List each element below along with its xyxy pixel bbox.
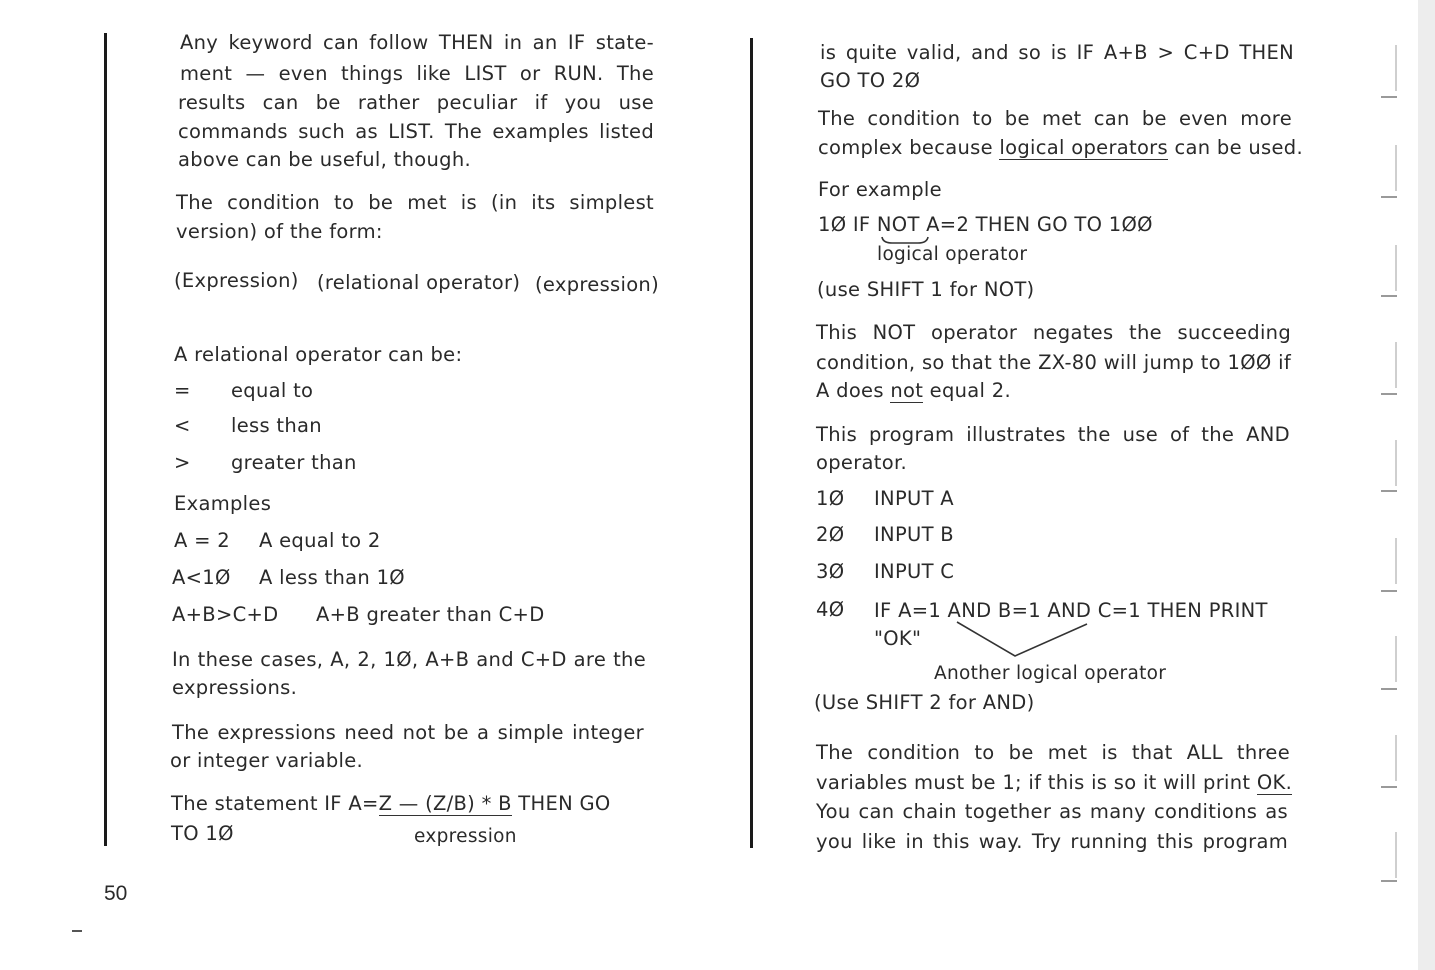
edge-index-tick bbox=[1381, 490, 1397, 492]
paragraph-line: is quite valid, and so is IF A+B > C+D THEN bbox=[820, 41, 1294, 64]
edge-index-mark bbox=[1395, 440, 1397, 486]
text-segment: complex because bbox=[818, 136, 1000, 159]
edge-index-tick bbox=[1381, 393, 1397, 395]
edge-index-mark bbox=[1395, 342, 1397, 388]
form-relational-operator: (relational operator) bbox=[317, 271, 521, 294]
edge-index-tick bbox=[1381, 688, 1397, 690]
right-margin-rule bbox=[750, 38, 753, 848]
example-description: A equal to 2 bbox=[259, 529, 381, 552]
example-expression: A = 2 bbox=[174, 529, 230, 552]
paragraph-line: version) of the form: bbox=[176, 220, 383, 243]
paragraph-line: The expressions need not be a simple integer bbox=[172, 721, 644, 744]
program-line-code: IF A=1 AND B=1 AND C=1 THEN PRINT bbox=[874, 599, 1268, 622]
paragraph-line: condition, so that the ZX-80 will jump to 1ØØ if bbox=[816, 351, 1291, 374]
underlined-term: logical operators bbox=[999, 136, 1168, 159]
paragraph-line bbox=[818, 133, 1303, 162]
text-segment: A does bbox=[816, 379, 891, 402]
operator-description: equal to bbox=[231, 379, 314, 402]
paragraph-line: You can chain together as many conditions as bbox=[816, 800, 1288, 823]
operator-symbol: = bbox=[174, 379, 191, 402]
edge-index-tick bbox=[1381, 295, 1397, 297]
underlined-ok: OK. bbox=[1256, 771, 1293, 794]
edge-index-mark bbox=[1395, 245, 1397, 291]
paragraph-line: The condition to be met can be even more bbox=[818, 107, 1292, 130]
paragraph-line: The condition to be met is (in its simplest bbox=[176, 191, 654, 214]
page-number: 50 bbox=[104, 882, 128, 905]
paragraph-line: This NOT operator negates the succeeding bbox=[816, 321, 1291, 344]
left-margin-rule bbox=[104, 33, 107, 846]
edge-index-mark bbox=[1395, 735, 1397, 781]
example-description: A+B greater than C+D bbox=[316, 603, 545, 626]
operator-description: less than bbox=[231, 414, 322, 437]
edge-index-mark bbox=[1395, 832, 1397, 878]
program-line-code: INPUT A bbox=[874, 487, 954, 510]
program-continuation: "OK" bbox=[874, 627, 922, 650]
operator-description: greater than bbox=[231, 451, 357, 474]
paragraph-line: The condition to be met is that ALL three bbox=[816, 741, 1290, 764]
edge-index-mark bbox=[1395, 636, 1397, 682]
edge-index-tick bbox=[1381, 96, 1397, 98]
logical-operator-label: logical operator bbox=[877, 244, 1028, 265]
page-edge-shade bbox=[1418, 0, 1435, 970]
examples-title: Examples bbox=[174, 492, 272, 515]
relational-intro: A relational operator can be: bbox=[174, 343, 463, 366]
and-pointer-lines bbox=[955, 618, 1095, 660]
for-example-label: For example bbox=[818, 178, 942, 201]
paragraph-line bbox=[816, 376, 1011, 405]
another-logical-operator-label: Another logical operator bbox=[934, 663, 1167, 684]
paragraph-line: operator. bbox=[816, 451, 907, 474]
corner-mark bbox=[72, 930, 82, 932]
paragraph-line: commands such as LIST. The examples listed bbox=[178, 120, 654, 143]
code-segment: 1Ø IF bbox=[818, 213, 877, 236]
text-segment: variables must be 1; if this is so it will print bbox=[816, 771, 1257, 794]
program-line-number: 1Ø bbox=[816, 487, 845, 510]
operator-symbol: < bbox=[174, 414, 191, 437]
form-expression-a: (Expression) bbox=[174, 269, 299, 292]
paragraph-line: results can be rather peculiar if you use bbox=[178, 91, 654, 114]
paragraph-line: In these cases, A, 2, 1Ø, A+B and C+D are the bbox=[172, 648, 646, 671]
text-segment: can be used. bbox=[1167, 136, 1303, 159]
statement-prefix: The statement IF A= bbox=[171, 792, 379, 815]
paragraph-line: ment — even things like LIST or RUN. The bbox=[180, 62, 654, 85]
not-keyword: NOT bbox=[876, 213, 920, 236]
program-line-number: 3Ø bbox=[816, 560, 845, 583]
edge-index-tick bbox=[1381, 590, 1397, 592]
paragraph-line: GO TO 2Ø bbox=[820, 69, 921, 92]
underlined-word: not bbox=[890, 379, 924, 402]
form-expression-c: (expression) bbox=[535, 273, 659, 296]
text-segment: equal 2. bbox=[923, 379, 1011, 402]
example-code-line bbox=[818, 210, 1153, 239]
paragraph-line: expressions. bbox=[172, 676, 298, 699]
edge-index-mark bbox=[1395, 538, 1397, 584]
not-shift-note: (use SHIFT 1 for NOT) bbox=[817, 278, 1035, 301]
statement-expression: Z — (Z/B) * B bbox=[378, 792, 512, 815]
program-line-code: INPUT B bbox=[874, 523, 954, 546]
paragraph-line: Any keyword can follow THEN in an IF state- bbox=[180, 31, 654, 54]
edge-index-tick bbox=[1381, 196, 1397, 198]
program-line-code: INPUT C bbox=[874, 560, 955, 583]
paragraph-line: or integer variable. bbox=[170, 749, 364, 772]
paragraph-line: you like in this way. Try running this program bbox=[816, 830, 1288, 853]
expression-label: expression bbox=[414, 826, 517, 847]
paragraph-line: above can be useful, though. bbox=[178, 148, 471, 171]
code-segment: A=2 THEN GO TO 1ØØ bbox=[919, 213, 1153, 236]
example-description: A less than 1Ø bbox=[259, 566, 405, 589]
statement-line bbox=[171, 789, 611, 818]
statement-suffix: THEN GO bbox=[511, 792, 611, 815]
example-expression: A<1Ø bbox=[172, 566, 231, 589]
edge-index-tick bbox=[1381, 786, 1397, 788]
program-line-number: 4Ø bbox=[816, 598, 845, 621]
paragraph-line: This program illustrates the use of the AND bbox=[816, 423, 1290, 446]
statement-line-2: TO 1Ø bbox=[171, 822, 234, 845]
edge-index-tick bbox=[1381, 880, 1397, 882]
edge-index-mark bbox=[1395, 45, 1397, 91]
example-expression: A+B>C+D bbox=[172, 603, 279, 626]
program-line-number: 2Ø bbox=[816, 523, 845, 546]
operator-symbol: > bbox=[174, 451, 191, 474]
paragraph-line bbox=[816, 768, 1292, 797]
and-shift-note: (Use SHIFT 2 for AND) bbox=[814, 691, 1035, 714]
edge-index-mark bbox=[1395, 145, 1397, 191]
